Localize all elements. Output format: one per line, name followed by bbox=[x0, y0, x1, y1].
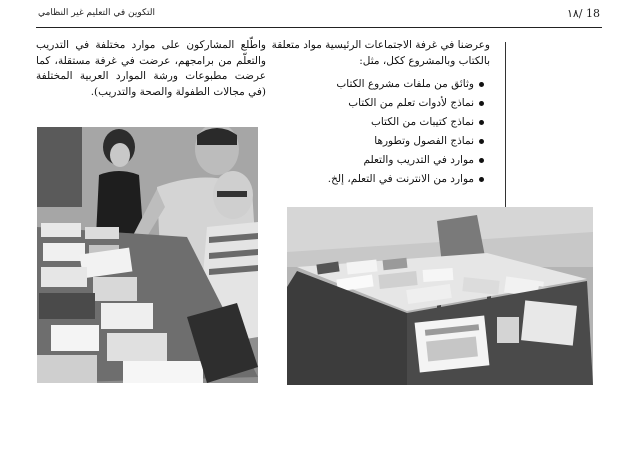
left-paragraph: واطّلع المشاركون على موارد مختلفة في التدريب والتعلّم من برامجهم، عرضت في غرفة مستقلة، كما عرضت مطبوعات ورشة الموارد العربية المختلفة (في مجالات الطفولة والصحة والتدريب). bbox=[36, 39, 266, 98]
bullet-icon bbox=[479, 177, 484, 182]
materials-list bbox=[268, 75, 506, 189]
running-header-title: التكوين في التعليم غير النظامي bbox=[38, 8, 155, 18]
page-number: ١٨/ 18 bbox=[566, 7, 600, 20]
bullet-icon bbox=[479, 158, 484, 163]
bullet-icon bbox=[479, 82, 484, 87]
list-item: موارد في التدريب والتعلم bbox=[268, 151, 474, 170]
right-column bbox=[268, 38, 506, 189]
list-item: وثائق من ملفات مشروع الكتاب bbox=[268, 75, 474, 94]
intro-paragraph: وعرضنا في غرفة الاجتماعات الرئيسية مواد متعلقة بالكتاب وبالمشروع ككل، مثل: bbox=[271, 39, 490, 67]
bullet-icon bbox=[479, 101, 484, 106]
list-item: موارد من الانترنت في التعلم، إلخ. bbox=[268, 170, 474, 189]
header-rule bbox=[36, 27, 602, 28]
photo-participants-browsing bbox=[37, 127, 258, 383]
list-item: نماذج الفصول وتطورها bbox=[268, 132, 474, 151]
left-column bbox=[36, 38, 266, 100]
list-item: نماذج كتيبات من الكتاب bbox=[268, 113, 474, 132]
bullet-icon bbox=[479, 120, 484, 125]
photo-materials-display bbox=[287, 207, 593, 385]
list-item: نماذج لأدوات تعلم من الكتاب bbox=[268, 94, 474, 113]
bullet-icon bbox=[479, 139, 484, 144]
